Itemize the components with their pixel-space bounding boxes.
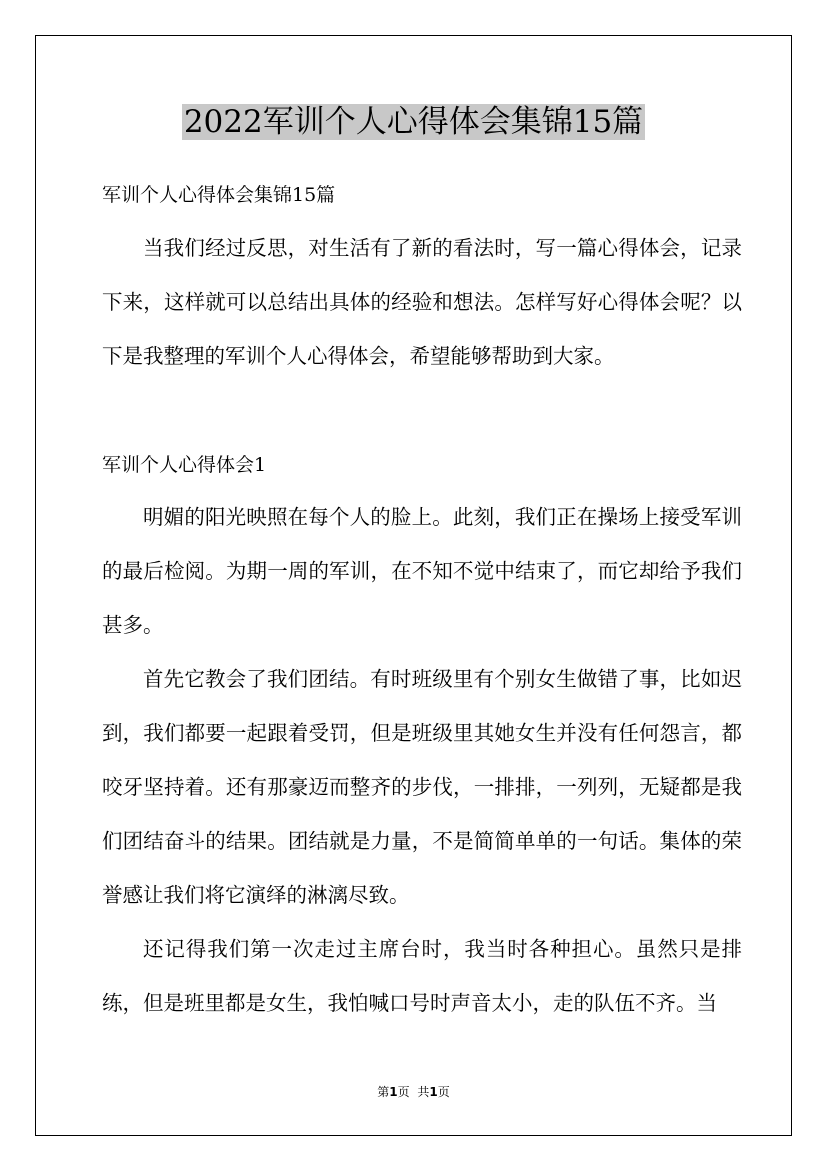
body-paragraph-2: 首先它教会了我们团结。有时班级里有个别女生做错了事，比如迟到，我们都要一起跟着受罚，但是班级里其她女生并没有任何怨言，都咬牙坚持着。还有那豪迈而整齐的步伐，一排排，一列列，无疑都是我们团结奋斗的结果。团结就是力量，不是简简单单的一句话。集体的荣誉感让我们将它演绎的淋漓尽致。 (102, 667, 742, 907)
footer-page-current: 1 (389, 1085, 398, 1099)
footer-page-prefix: 第 (377, 1085, 390, 1099)
footer-page-unit: 页 (397, 1085, 410, 1099)
footer-total-prefix: 共 (417, 1085, 430, 1099)
body-paragraph-1: 明媚的阳光映照在每个人的脸上。此刻，我们正在操场上接受军训的最后检阅。为期一周的军训，在不知不觉中结束了，而它却给予我们甚多。 (102, 505, 742, 637)
intro-paragraph: 当我们经过反思，对生活有了新的看法时，写一篇心得体会，记录下来，这样就可以总结出具体的经验和想法。怎样写好心得体会呢？以下是我整理的军训个人心得体会，希望能够帮助到大家。 (102, 236, 742, 368)
page-footer (0, 1083, 827, 1101)
section-heading: 军训个人心得体会1 (102, 454, 267, 476)
footer-page-total: 1 (429, 1085, 438, 1099)
document-title-text: 2022军训个人心得体会集锦15篇 (183, 104, 644, 140)
document-title (0, 100, 827, 144)
document-subtitle: 军训个人心得体会集锦15篇 (102, 184, 336, 206)
footer-total-unit: 页 (437, 1085, 450, 1099)
body-paragraph-3: 还记得我们第一次走过主席台时，我当时各种担心。虽然只是排练，但是班里都是女生，我怕喊口号时声音太小，走的队伍不齐。当 (102, 937, 742, 1015)
